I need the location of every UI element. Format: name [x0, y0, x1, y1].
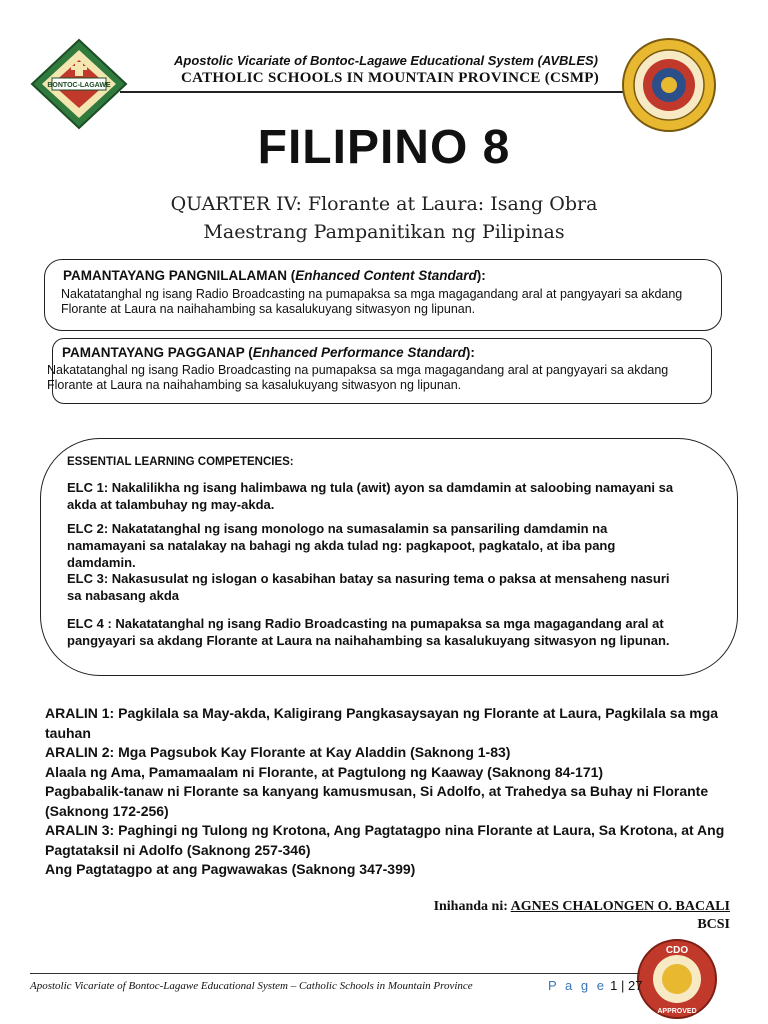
elc-3: ELC 3: Nakasusulat ng islogan o kasabihan batay sa nasuring tema o paksa at mensaheng nasuri sa nabasang akda: [67, 571, 670, 603]
document-title: FILIPINO 8: [257, 121, 511, 174]
cdo-approved-seal: [636, 938, 718, 1020]
subtitle-line-2: Maestrang Pampanitikan ng Pilipinas: [203, 221, 565, 243]
prepared-by-label: Inihanda ni:: [433, 899, 511, 914]
seal-bottom-text: APPROVED: [657, 1008, 697, 1015]
avbles-logo: [30, 38, 128, 130]
page-separator: |: [620, 978, 625, 993]
prepared-by: [300, 898, 730, 934]
lesson-item: Alaala ng Ama, Pamamaalam ni Florante, at Pagtulong ng Kaaway (Saknong 84-171): [45, 763, 604, 780]
performance-standard-label: PAMANTAYANG PAGGANAP (Enhanced Performance Standard):: [62, 345, 475, 360]
page-indicator: [548, 978, 642, 993]
footer-text: Apostolic Vicariate of Bontoc-Lagawe Educational System – Catholic Schools in Mountain Province: [30, 980, 473, 992]
lesson-item: ARALIN 1: Pagkilala sa May-akda, Kaligirang Pangkasaysayan ng Florante at Laura, Pagkilala sa mga tauhan: [45, 705, 719, 741]
content-standard-box: [44, 259, 722, 331]
performance-standard-box: [47, 338, 712, 404]
logo-left-text: BONTOC-LAGAWE: [47, 82, 111, 89]
elc-1: ELC 1: Nakalilikha ng isang halimbawa ng tula (awit) ayon sa damdamin at saloobing namayani sa akda at talambuhay ng may-akda.: [67, 480, 674, 512]
page-total: 27: [627, 978, 643, 993]
header-divider: [120, 91, 630, 93]
header-line-2: CATHOLIC SCHOOLS IN MOUNTAIN PROVINCE (CSMP): [180, 70, 600, 86]
footer-divider: [30, 973, 640, 974]
quarter-subtitle: [60, 190, 708, 246]
competencies-box: [40, 438, 738, 676]
performance-standard-text: Nakatatanghal ng isang Radio Broadcasting na pumapaksa sa mga magagandang aral at pangyayari sa akdang Florante at Laura na naihahambing sa kasalukuyang sitwasyon ng lipunan.: [47, 363, 669, 392]
competencies-heading: ESSENTIAL LEARNING COMPETENCIES:: [67, 456, 294, 468]
author-name: AGNES CHALONGEN O. BACALI: [510, 899, 730, 914]
lessons-list: [45, 704, 735, 880]
page-number: 1: [610, 978, 618, 993]
subtitle-line-1: QUARTER IV: Florante at Laura: Isang Obra: [170, 193, 598, 215]
lesson-item: Ang Pagtatagpo at ang Pagwawakas (Saknong 347-399): [45, 861, 416, 877]
content-standard-label: PAMANTAYANG PANGNILALAMAN (Enhanced Content Standard):: [63, 268, 486, 283]
page-word: P a g e: [548, 978, 607, 993]
seal-top-text: CDO: [665, 945, 689, 956]
elc-4: ELC 4 : Nakatatanghal ng isang Radio Broadcasting na pumapaksa sa mga magagandang aral at pangyayari sa akdang Florante at Laura na naihahambing sa kasalukuyang sitwasyon ng lipunan.: [67, 616, 670, 648]
lesson-item: ARALIN 3: Paghingi ng Tulong ng Krotona, Ang Pagtatagpo nina Florante at Laura, Sa Krotona, at Ang Pagtataksil ni Adolfo (Saknong 257-346): [45, 822, 725, 858]
elc-2: ELC 2: Nakatatanghal ng isang monologo na sumasalamin sa pansariling damdamin na namamayani sa natalakay na bahagi ng akda tulad ng: pagkapoot, pagkatalo, at iba pang damdamin.: [67, 521, 616, 570]
author-office: BCSI: [697, 917, 730, 932]
lesson-item: Pagbabalik-tanaw ni Florante sa kanyang kamusmusan, Si Adolfo, at Trahedya sa Buhay ni Florante (Saknong 172-256): [45, 783, 709, 819]
content-standard-text: Nakatatanghal ng isang Radio Broadcasting na pumapaksa sa mga magagandang aral at pangyayari sa akdang Florante at Laura na naihahambing sa kasalukuyang sitwasyon ng lipunan.: [61, 287, 683, 316]
lesson-item: ARALIN 2: Mga Pagsubok Kay Florante at Kay Aladdin (Saknong 1-83): [45, 744, 511, 760]
header-line-1: Apostolic Vicariate of Bontoc-Lagawe Educational System (AVBLES): [173, 53, 599, 68]
